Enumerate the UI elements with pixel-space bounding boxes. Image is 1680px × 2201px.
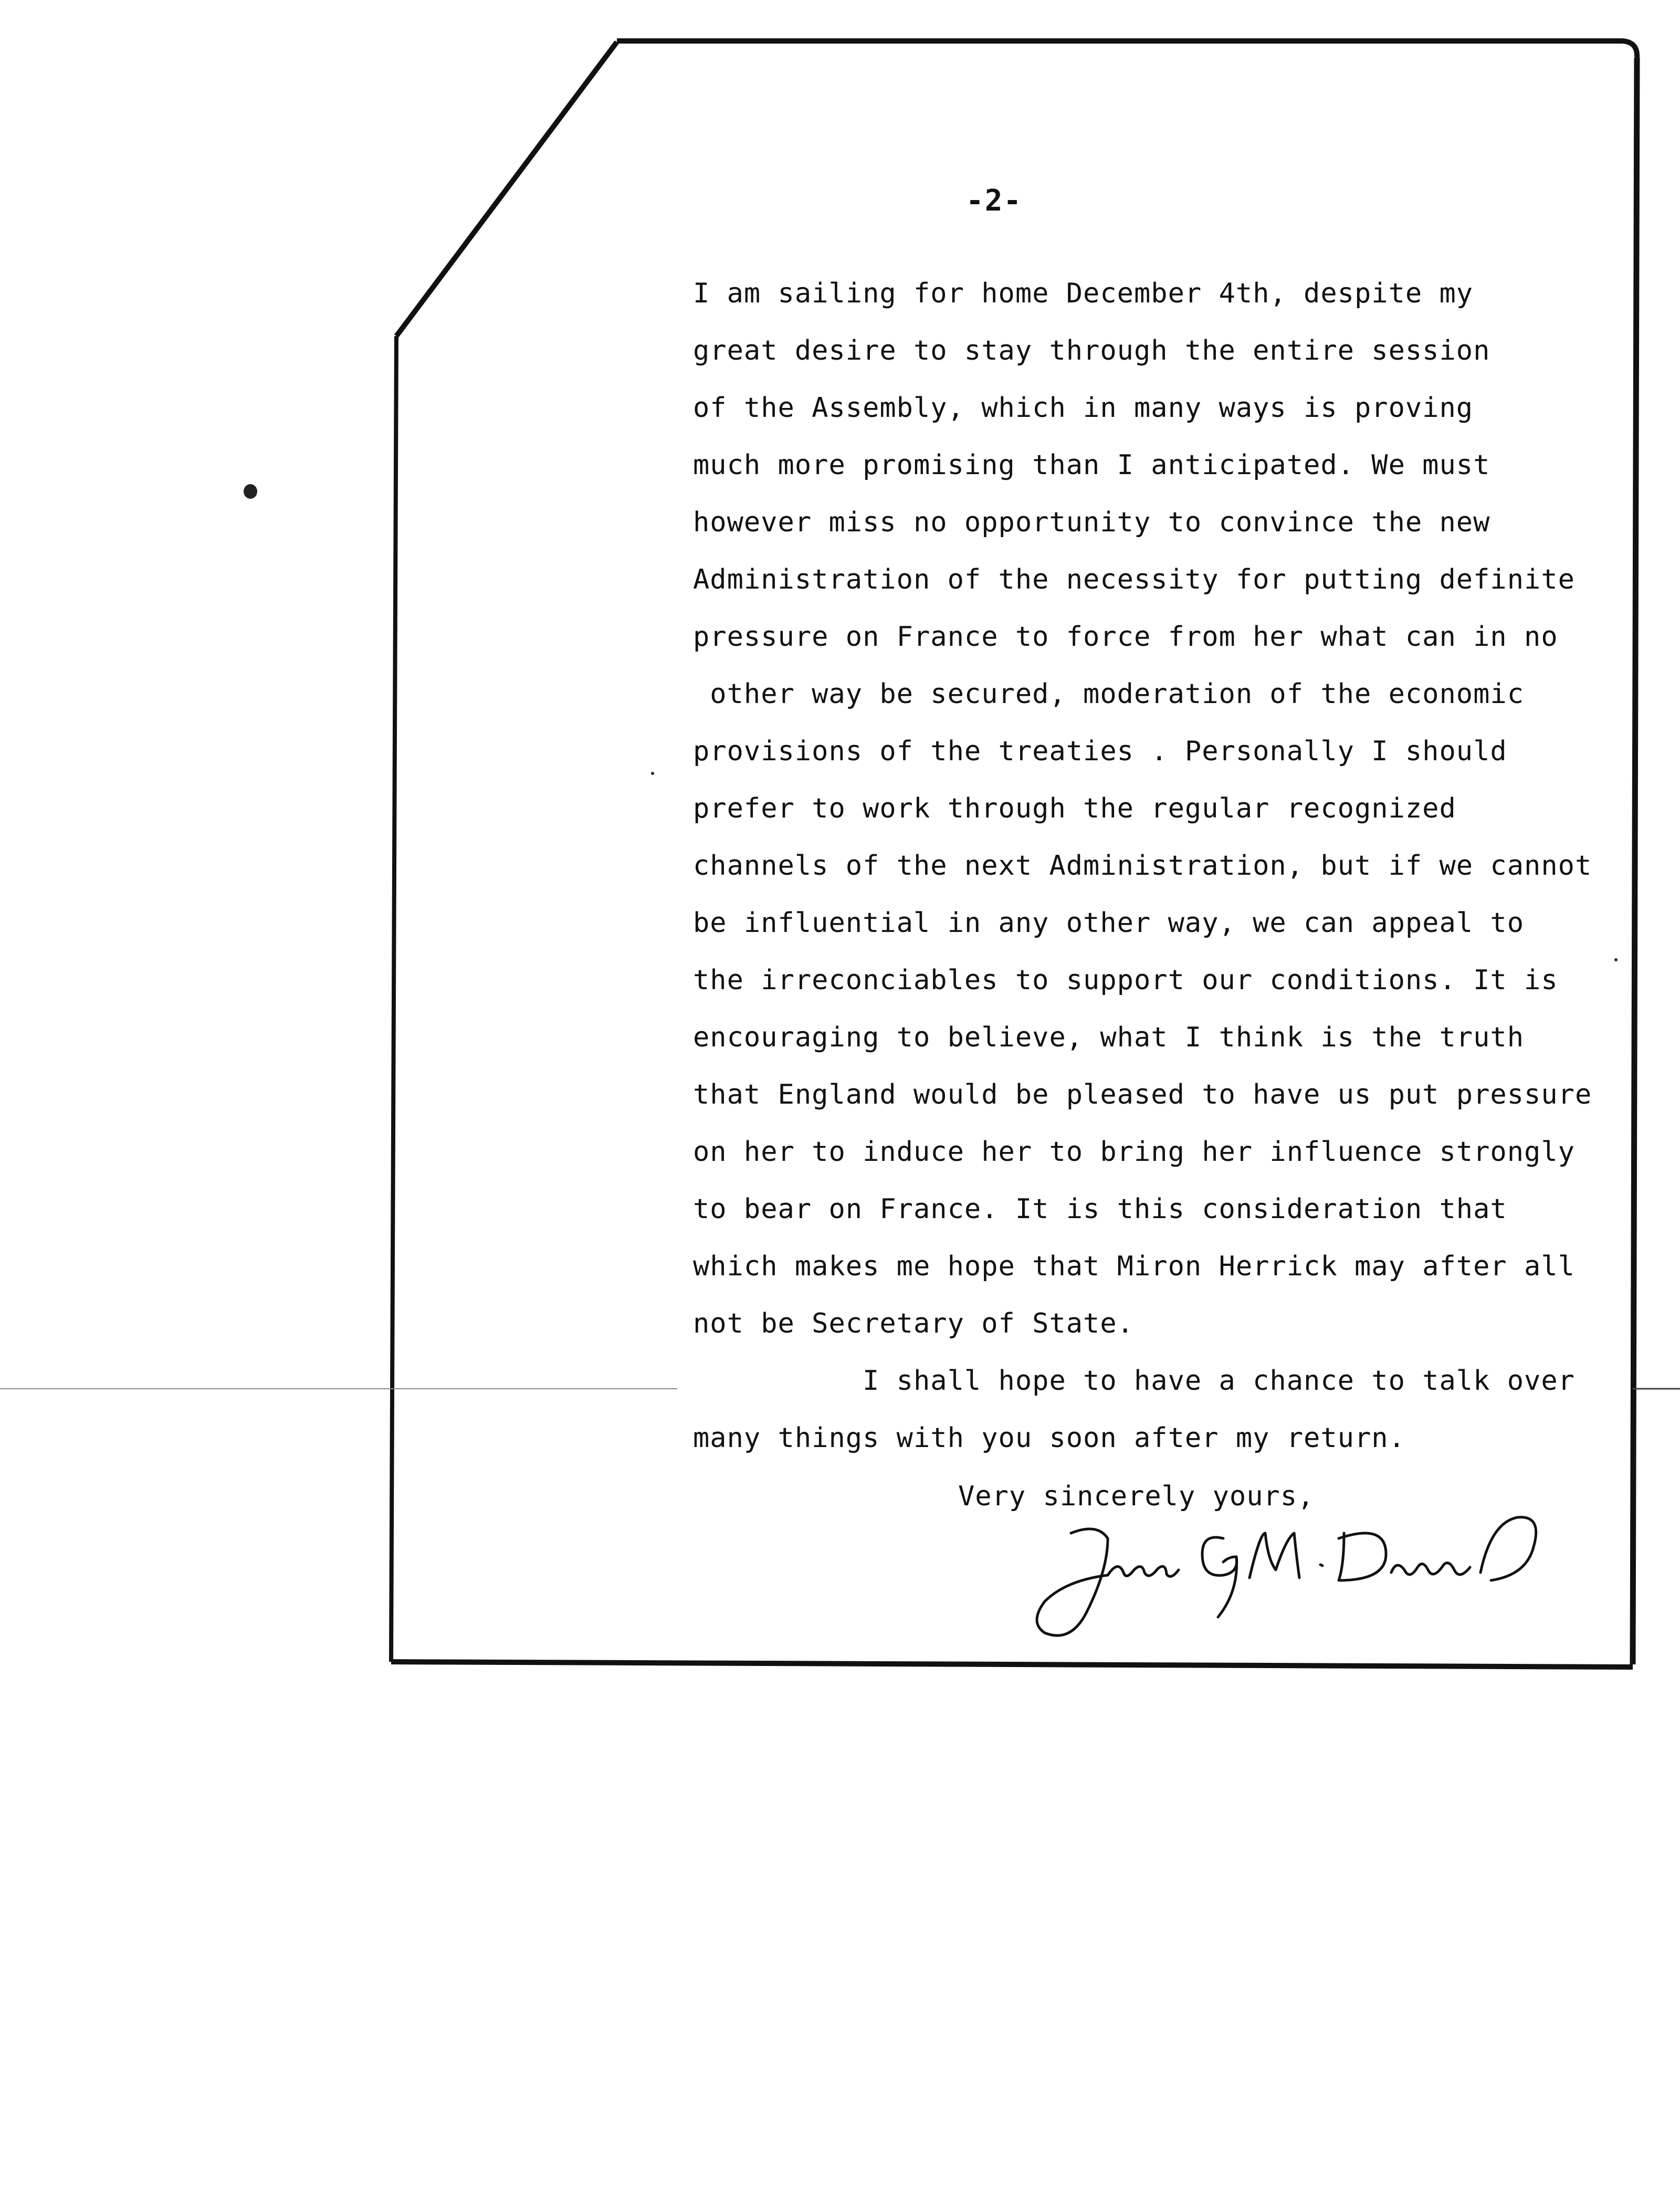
body-line: of the Assembly, which in many ways is proving [693,392,1474,424]
ink-speck [651,772,654,775]
body-line: be influential in any other way, we can appeal to [693,907,1525,939]
body-line: much more promising than I anticipated. We must [693,449,1490,481]
letter-body [693,265,1596,1467]
body-line: that England would be pleased to have us put pressure [693,1079,1592,1110]
body-line: other way be secured, moderation of the economic [693,678,1525,710]
body-line: Administration of the necessity for putting definite [693,564,1575,595]
body-line: pressure on France to force from her what can in no [693,621,1558,653]
body-line: which makes me hope that Miron Herrick may after all [693,1251,1575,1282]
body-line: I am sailing for home December 4th, despite my [693,278,1474,309]
ink-speck [1614,958,1618,961]
closing: Very sincerely yours, [958,1481,1315,1512]
body-line: the irreconciables to support our conditions. It is [693,965,1558,996]
body-line: however miss no opportunity to convince the new [693,507,1490,538]
page-number: -2- [966,184,1023,218]
body-line: great desire to stay through the entire session [693,335,1490,366]
body-line: I shall hope to have a chance to talk over [693,1365,1575,1397]
body-line: not be Secretary of State. [693,1308,1134,1339]
ink-mark [244,484,257,499]
body-line: prefer to work through the regular recognized [693,793,1456,824]
signature [1029,1502,1575,1659]
handwritten-signature [1029,1502,1575,1659]
body-line: many things with you soon after my return. [693,1422,1405,1454]
body-line: on her to induce her to bring her influence strongly [693,1136,1575,1168]
body-line: to bear on France. It is this consideration that [693,1193,1507,1225]
body-line: encouraging to believe, what I think is the truth [693,1022,1525,1053]
body-line: channels of the next Administration, but if we cannot [693,850,1592,882]
body-line: provisions of the treaties . Personally I should [693,736,1507,767]
